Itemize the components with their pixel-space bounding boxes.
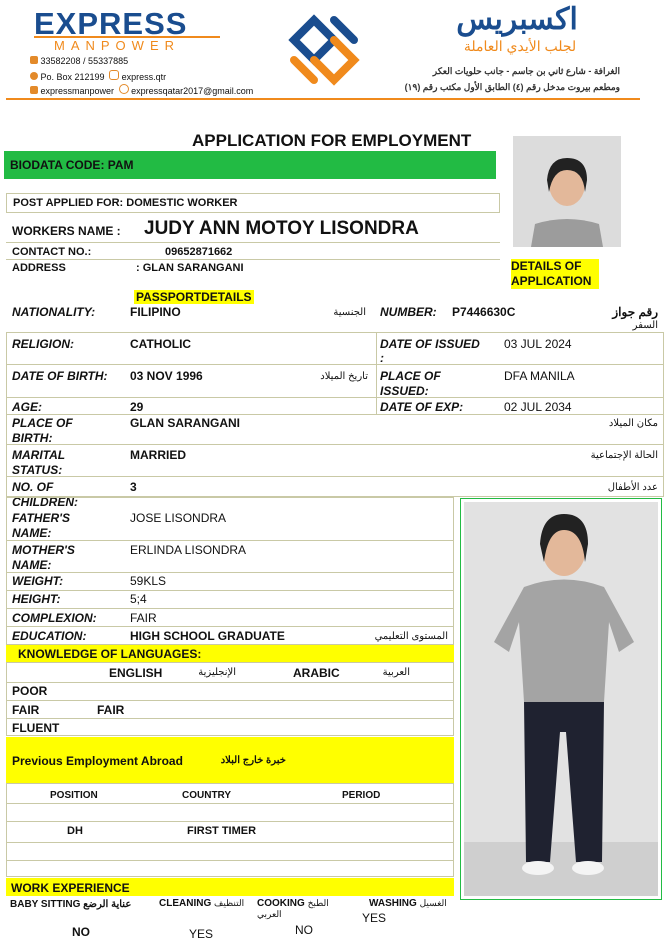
arabic-arabic: العربية [382,667,410,678]
date-issued-value: 03 JUL 2024 [504,337,572,351]
cooking-text: COOKING [257,898,305,909]
baby-sitting-arabic: عناية الرضع [83,899,132,910]
languages-heading-bar [6,645,454,662]
logo-title: EXPRESS [34,6,188,41]
children-value: 3 [130,480,137,494]
dob-label: DATE OF BIRTH: [12,369,108,383]
mother-label: MOTHER'S NAME: [12,543,75,572]
prev-position-value: DH [67,825,83,837]
baby-sitting-value: NO [72,925,90,939]
weight-value: 59KLS [130,574,167,588]
children-label: NO. OF CHILDREN: [12,480,78,509]
passport-number-arabic: رقم جواز [612,305,658,319]
baby-sitting-label [10,899,131,910]
date-exp-label: DATE OF EXP: [380,400,464,414]
divider [6,444,664,445]
date-issued-colon: : [380,351,384,365]
nationality-label: NATIONALITY: [12,305,96,319]
arabic-label: ARABIC [293,666,340,680]
religion-value: CATHOLIC [130,337,192,351]
col-country: COUNTRY [182,790,232,801]
passport-details: PASSPORTDETAILS [136,290,252,304]
fluent-label: FLUENT [12,721,60,735]
divider [6,590,454,591]
col-period: PERIOD [342,790,381,801]
washing-value: YES [362,911,387,925]
logo-underline [34,36,220,38]
education-label: EDUCATION: [12,629,87,643]
phone-numbers: 33582208 / 55337885 [40,56,129,66]
pobox-row [30,70,166,82]
divider [6,821,454,822]
prev-employment-heading: Previous Employment Abroad [12,754,183,768]
passport-number-value: P7446630C [452,305,516,319]
date-exp-value: 02 JUL 2034 [504,400,572,414]
divider [6,414,664,415]
height-label: HEIGHT: [12,592,61,606]
post-applied: POST APPLIED FOR: DOMESTIC WORKER [13,197,238,209]
arabic-logo: اكسبريس [456,3,578,36]
phone-row [30,56,128,66]
dob-arabic: تاريخ الميلاد [320,371,368,382]
instagram-handle: express.qtr [121,72,167,82]
place-issued-value: DFA MANILA [504,369,575,383]
biodata-code-bar [4,151,496,179]
weight-label: WEIGHT: [12,574,64,588]
father-value: JOSE LISONDRA [130,511,227,525]
details-of-application: DETAILS OF APPLICATION [511,259,599,289]
page-title: APPLICATION FOR EMPLOYMENT [192,131,472,150]
pobox-icon [30,72,38,80]
age-label: AGE: [12,400,42,414]
logo-sub: MANPOWER [54,38,180,53]
divider [6,364,664,365]
workers-name-label: WORKERS NAME : [12,224,121,238]
knot-logo-icon [284,10,364,90]
header-divider [6,98,640,100]
phone-icon [30,56,38,64]
divider [6,259,500,260]
education-value: HIGH SCHOOL GRADUATE [130,629,285,643]
nationality-arabic: الجنسية [333,307,366,318]
divider [6,397,664,398]
col-position: POSITION [50,790,98,801]
poor-label: POOR [12,684,48,698]
marital-value: MARRIED [130,448,186,462]
languages-heading: KNOWLEDGE OF LANGUAGES: [18,647,202,661]
arabic-logo-sub: لجلب الأيدي العاملة [463,38,577,54]
divider [6,842,454,843]
cleaning-arabic: التنظيف [214,898,245,908]
pob-value: GLAN SARANGANI [130,416,240,430]
workers-name: JUDY ANN MOTOY LISONDRA [144,218,419,239]
headshot-photo [513,136,621,247]
nationality-value: FILIPINO [130,305,181,319]
height-value: 5;4 [130,592,147,606]
address-value: : GLAN SARANGANI [136,262,244,274]
arabic-address-1: الغرافة - شارع ثاني بن جاسم - جانب حلويات العكر [432,66,620,76]
pob-arabic: مكان الميلاد [608,418,658,429]
divider [6,700,454,701]
arabic-address-2: ومطعم بيروت مدخل رقم (٤) الطابق الأول مكتب رقم (١٩) [404,82,620,92]
complexion-label: COMPLEXION: [12,611,97,625]
cleaning-text: CLEANING [159,898,212,909]
english-label: ENGLISH [109,666,163,680]
marital-label: MARITAL STATUS: [12,448,65,477]
divider [6,242,500,243]
biodata-code: BIODATA CODE: PAM [10,158,134,172]
email-icon [119,84,129,94]
fair-label: FAIR [12,703,40,717]
divider [376,332,377,414]
place-issued-label: PLACE OF ISSUED: [380,369,441,398]
divider [6,682,454,683]
religion-label: RELIGION: [12,337,74,351]
washing-text: WASHING [369,898,417,909]
cooking-arabic: الطبخ العربي [257,898,329,919]
passport-number-label: NUMBER: [380,305,437,319]
contact-value: 09652871662 [165,246,233,258]
fullbody-photo [464,502,658,896]
father-label: FATHER'S NAME: [12,511,70,540]
fullbody-photo-frame [460,498,662,900]
instagram-icon [109,70,119,80]
baby-sitting-text: BABY SITTING [10,899,81,910]
divider [6,476,664,477]
pobox: Po. Box 212199 [40,72,105,82]
email: expressqatar2017@gmail.com [131,86,254,96]
prev-employment-arabic: خبرة خارج البلاد [220,755,286,766]
passport-number-arabic-2: السفر [632,320,658,331]
washing-label [369,898,447,909]
children-arabic: عدد الأطفال [607,482,658,493]
prev-country-value: FIRST TIMER [187,825,257,837]
washing-arabic: الغسيل [419,898,447,908]
divider [6,626,454,627]
cleaning-value: YES [189,927,214,941]
work-experience-heading: WORK EXPERIENCE [11,881,130,895]
post-applied-box [6,193,500,213]
divider [6,608,454,609]
contact-label: CONTACT NO.: [12,246,92,258]
cooking-value: NO [295,923,313,937]
facebook-handle: expressmanpower [40,86,115,96]
divider [6,860,454,861]
address-label: ADDRESS [12,262,66,274]
marital-arabic: الحالة الإجتماعية [590,450,658,461]
contact-row [30,84,253,96]
english-level: FAIR [97,703,125,717]
prev-employment-bar [6,737,454,783]
dob-value: 03 NOV 1996 [130,369,203,383]
age-value: 29 [130,400,144,414]
pob-label: PLACE OF BIRTH: [12,416,73,445]
date-issued-label: DATE OF ISSUED [380,337,480,351]
facebook-icon [30,86,38,94]
education-arabic: المستوى التعليمي [374,631,448,642]
cooking-label [257,898,337,920]
header [0,0,666,102]
divider [6,718,454,719]
divider [6,803,454,804]
mother-value: ERLINDA LISONDRA [130,543,247,557]
english-arabic: الإنجليزية [198,667,236,678]
complexion-value: FAIR [130,611,157,625]
work-experience-bar [6,878,454,896]
cleaning-label [159,898,244,909]
